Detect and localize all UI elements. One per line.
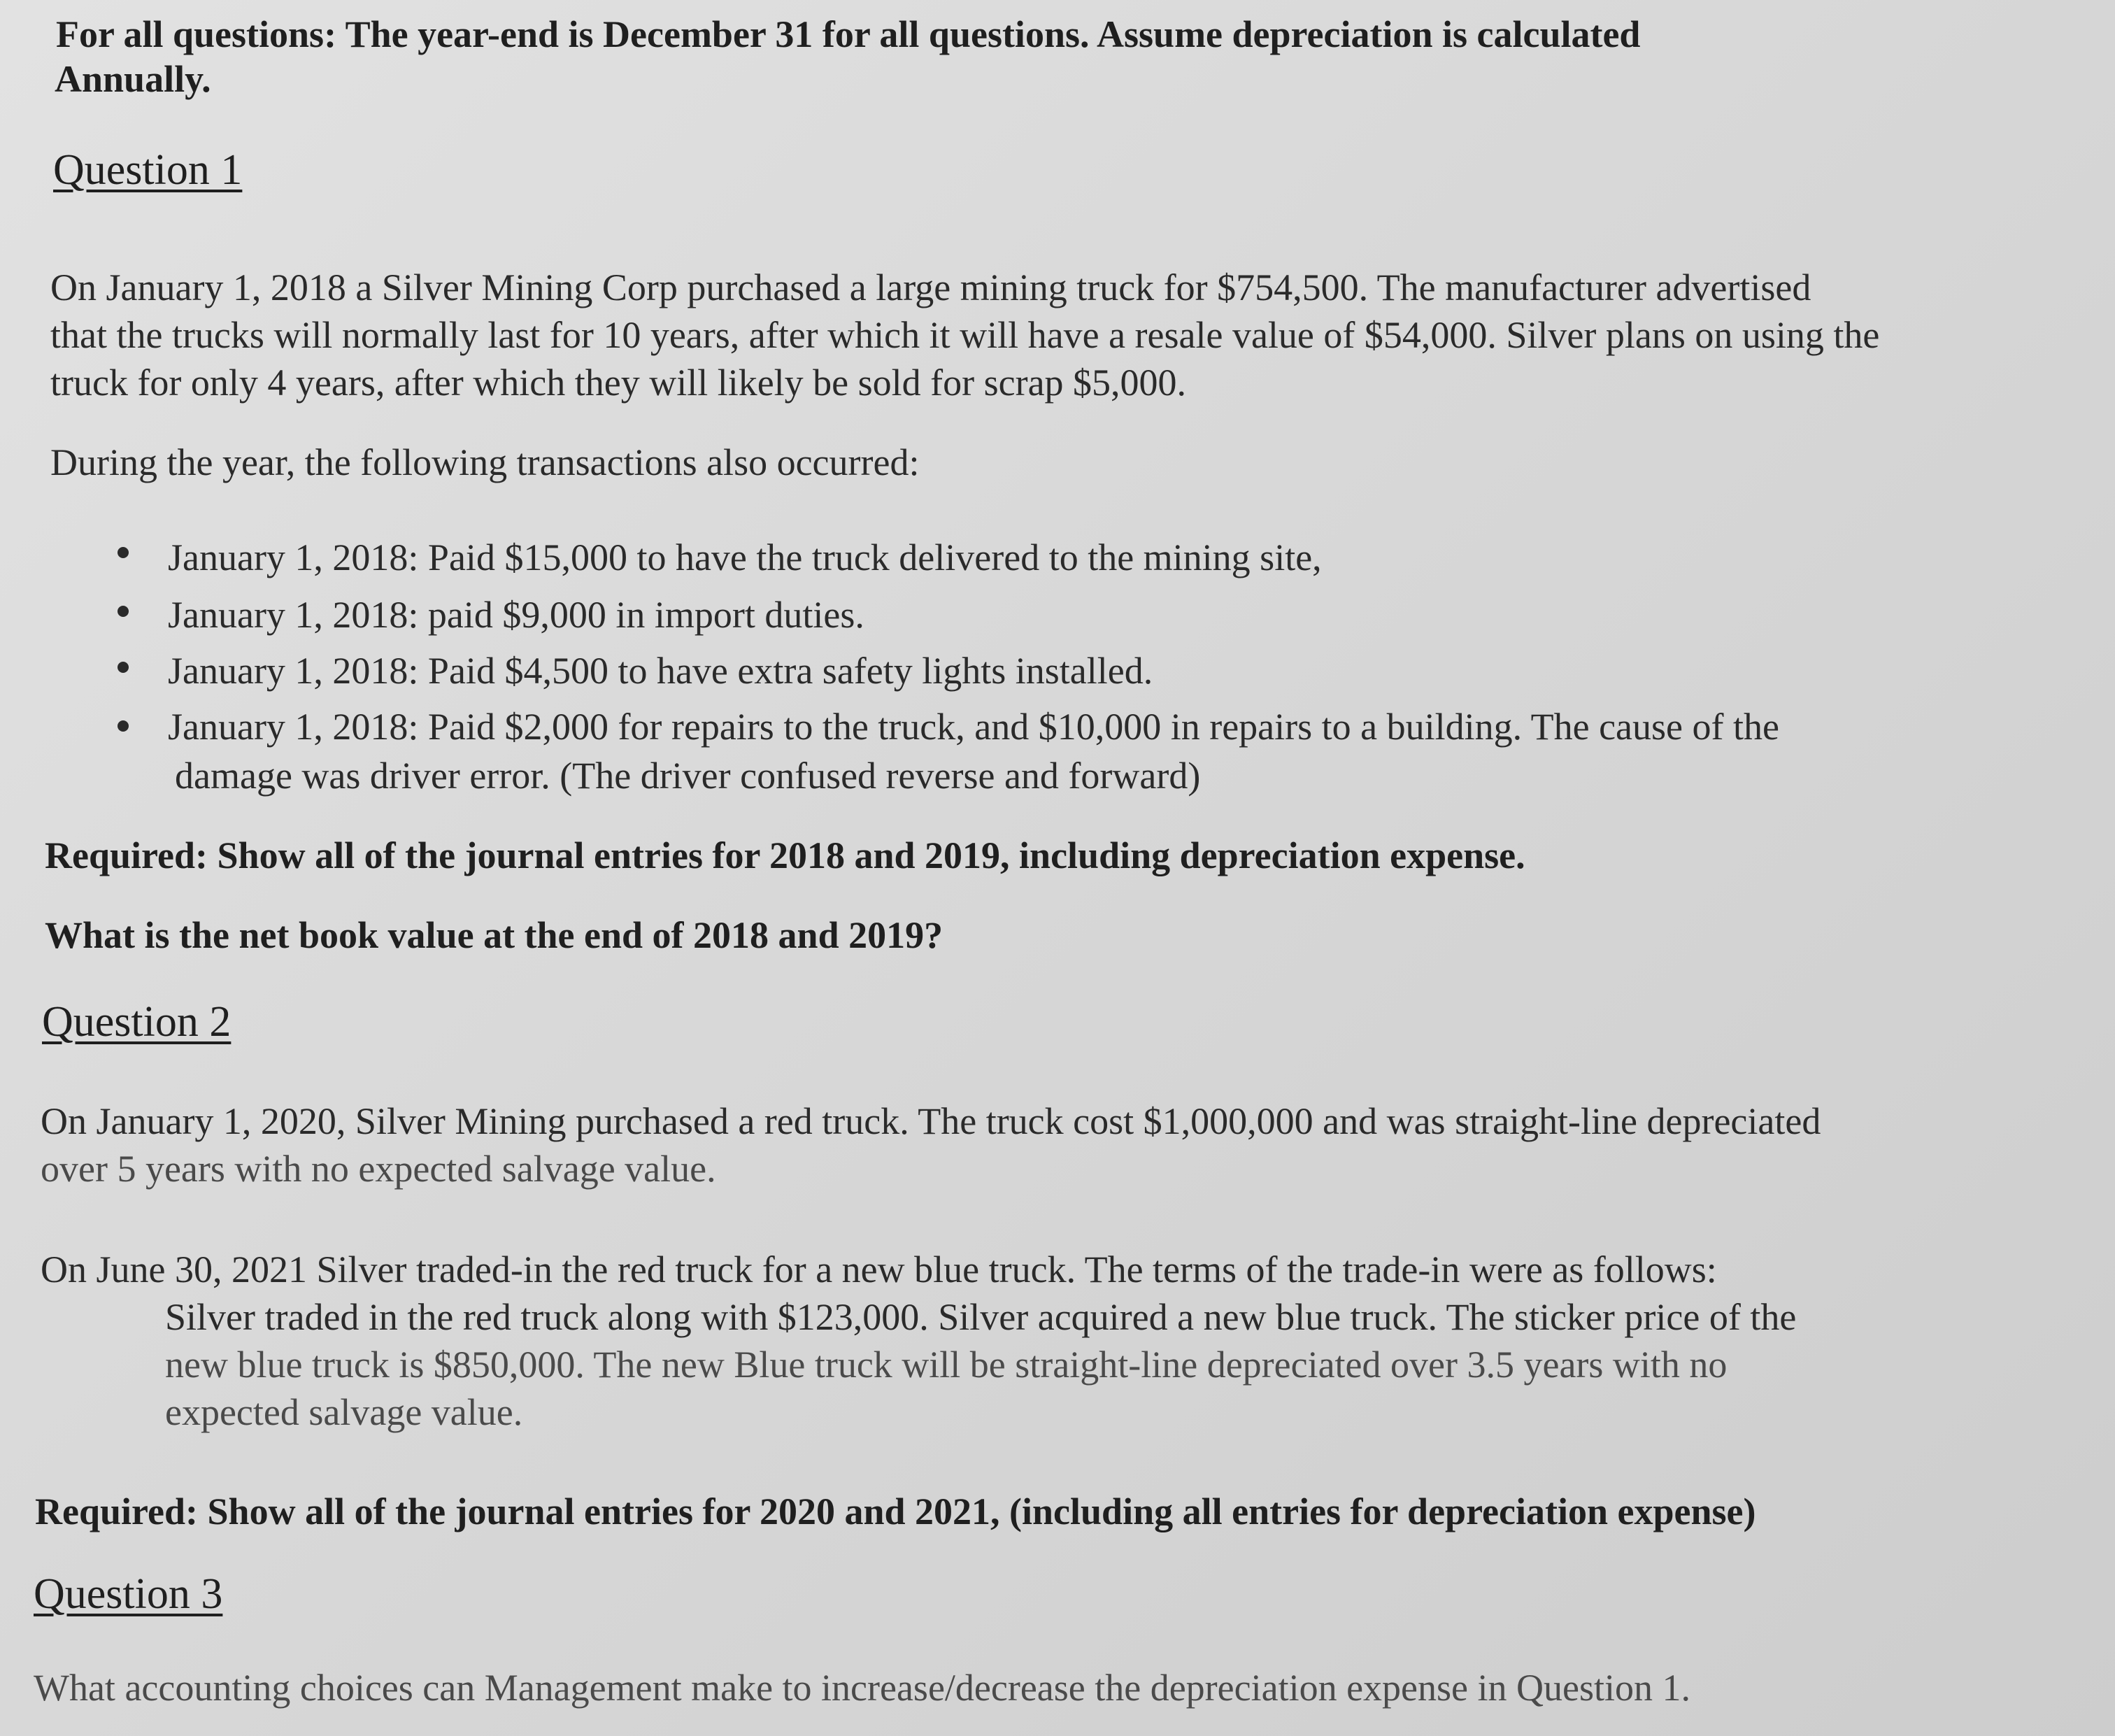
intro-line-1: For all questions: The year-end is December 31 for all questions. Assume depreciation is calculated [56,13,1641,55]
intro-line-2: Annually. [55,58,211,100]
question-3-heading: Question 3 [34,1570,223,1618]
q2-para2-indent-line-3: expected salvage value. [165,1391,523,1433]
q1-bullet-4: January 1, 2018: Paid $2,000 for repairs to the truck, and $10,000 in repairs to a building. The cause of the [168,706,1779,748]
q3-question-text: What accounting choices can Management make to increase/decrease the depreciation expense in Question 1. [34,1667,1690,1709]
q2-para1-line-1: On January 1, 2020, Silver Mining purchased a red truck. The truck cost $1,000,000 and was straight-line depreciated [41,1100,1821,1142]
question-1-heading: Question 1 [53,146,243,194]
q1-para-line-3: truck for only 4 years, after which they will likely be sold for scrap $5,000. [50,362,1187,404]
q1-bullet-4-continued: damage was driver error. (The driver confused reverse and forward) [175,755,1201,797]
q1-required-text: Required: Show all of the journal entries for 2018 and 2019, including depreciation expense. [45,834,1525,876]
q2-para1-line-2: over 5 years with no expected salvage value. [41,1148,716,1190]
q1-bullet-3: January 1, 2018: Paid $4,500 to have extra safety lights installed. [168,650,1153,692]
q1-during-text: During the year, the following transactions also occurred: [50,441,920,483]
q2-required-text: Required: Show all of the journal entries for 2020 and 2021, (including all entries for depreciation expense) [35,1490,1756,1532]
bullet-icon [118,547,129,558]
question-2-heading: Question 2 [42,998,232,1046]
q1-bullet-2: January 1, 2018: paid $9,000 in import duties. [168,594,864,636]
q2-para2-line-1: On June 30, 2021 Silver traded-in the red truck for a new blue truck. The terms of the trade-in were as follows: [41,1248,1717,1290]
q1-bullet-1: January 1, 2018: Paid $15,000 to have the truck delivered to the mining site, [168,536,1322,578]
q1-para-line-1: On January 1, 2018 a Silver Mining Corp purchased a large mining truck for $754,500. The manufacturer advertised [50,266,1811,308]
q1-net-book-value-question: What is the net book value at the end of 2018 and 2019? [45,914,943,956]
q2-para2-indent-line-2: new blue truck is $850,000. The new Blue truck will be straight-line depreciated over 3.5 years with no [165,1344,1728,1386]
q2-para2-indent-line-1: Silver traded in the red truck along with $123,000. Silver acquired a new blue truck. The sticker price of the [165,1296,1797,1338]
bullet-icon [118,606,129,617]
bullet-icon [118,720,129,732]
bullet-icon [118,662,129,673]
q1-para-line-2: that the trucks will normally last for 10 years, after which it will have a resale value of $54,000. Silver plans on using the [50,314,1880,356]
